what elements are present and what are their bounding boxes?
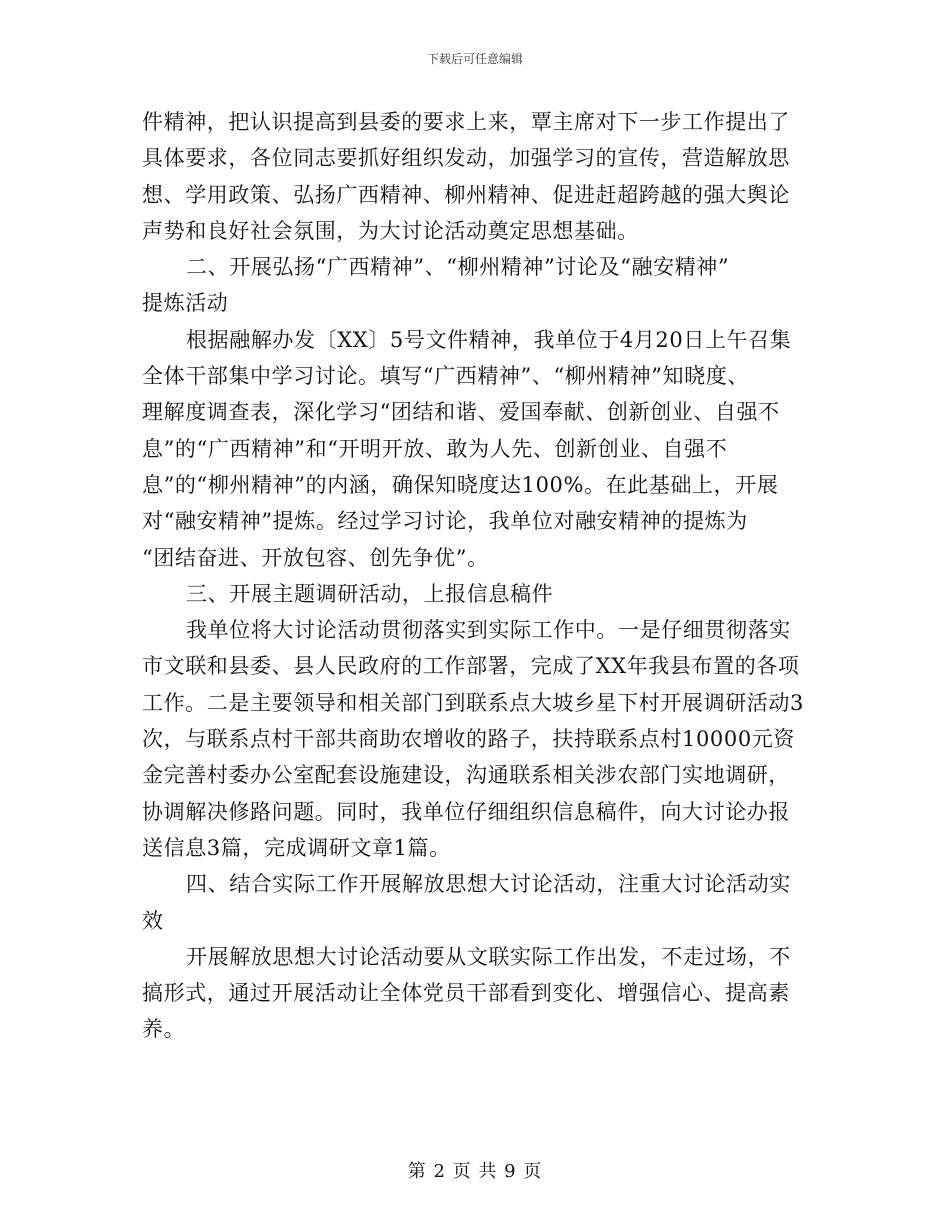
text-line: 声势和良好社会氛围，为大讨论活动奠定思想基础。 [142,218,639,243]
text-line: 养。 [142,1017,186,1042]
section-heading: 二、开展弘扬“广西精神”、“柳州精神”讨论及“融安精神” [186,255,730,280]
text-line: 市文联和县委、县人民政府的工作部署，完成了XX年我县布置的各项 [142,654,800,679]
text-line: 开展解放思想大讨论活动要从文联实际工作出发，不走过场，不 [186,944,791,969]
section-heading: 三、开展主题调研活动，上报信息稿件 [186,581,554,606]
section-heading-continued: 效 [142,908,164,933]
text-line: 理解度调查表，深化学习“团结和谐、爱国奉献、创新创业、自强不 [142,400,780,425]
text-line: 对“融安精神”提炼。经过学习讨论，我单位对融安精神的提炼为 [142,509,748,534]
text-line: 协调解决修路问题。同时，我单位仔细组织信息稿件，向大讨论办报 [142,799,790,824]
page-footer: 第 2 页 共 9 页 [407,1161,543,1182]
page-header: 下载后可任意编辑 [426,52,523,66]
text-line: 次，与联系点村干部共商助农增收的路子，扶持联系点村10000元资 [142,727,796,752]
text-line: 息”的“广西精神”和“开明开放、敢为人先、创新创业、自强不 [142,436,728,461]
section-heading-continued: 提炼活动 [142,291,229,316]
text-line: 搞形式，通过开展活动让全体党员干部看到变化、增强信心、提高素 [142,981,790,1006]
text-line: 想、学用政策、弘扬广西精神、柳州精神、促进赶超跨越的强大舆论 [142,182,790,207]
text-line: 我单位将大讨论活动贯彻落实到实际工作中。一是仔细贯彻落实 [186,618,791,643]
text-line: 根据融解办发〔XX〕5号文件精神，我单位于4月20日上午召集 [186,327,792,352]
text-line: 具体要求，各位同志要抓好组织发动，加强学习的宣传，营造解放思 [142,146,790,171]
section-heading: 四、结合实际工作开展解放思想大讨论活动，注重大讨论活动实 [186,872,791,897]
text-line: “团结奋进、开放包容、创先争优”。 [142,545,489,570]
text-line: 送信息3篇，完成调研文章1篇。 [142,835,451,860]
text-line: 全体干部集中学习讨论。填写“广西精神”、“柳州精神”知晓度、 [142,364,749,389]
document-body [142,104,802,1048]
text-line: 息”的“柳州精神”的内涵，确保知晓度达100%。在此基础上，开展 [142,472,779,497]
text-line: 工作。二是主要领导和相关部门到联系点大坡乡星下村开展调研活动3 [142,690,804,715]
text-line: 件精神，把认识提高到县委的要求上来，覃主席对下一步工作提出了 [142,110,790,134]
text-line: 金完善村委办公室配套设施建设，沟通联系相关涉农部门实地调研， [142,763,790,788]
